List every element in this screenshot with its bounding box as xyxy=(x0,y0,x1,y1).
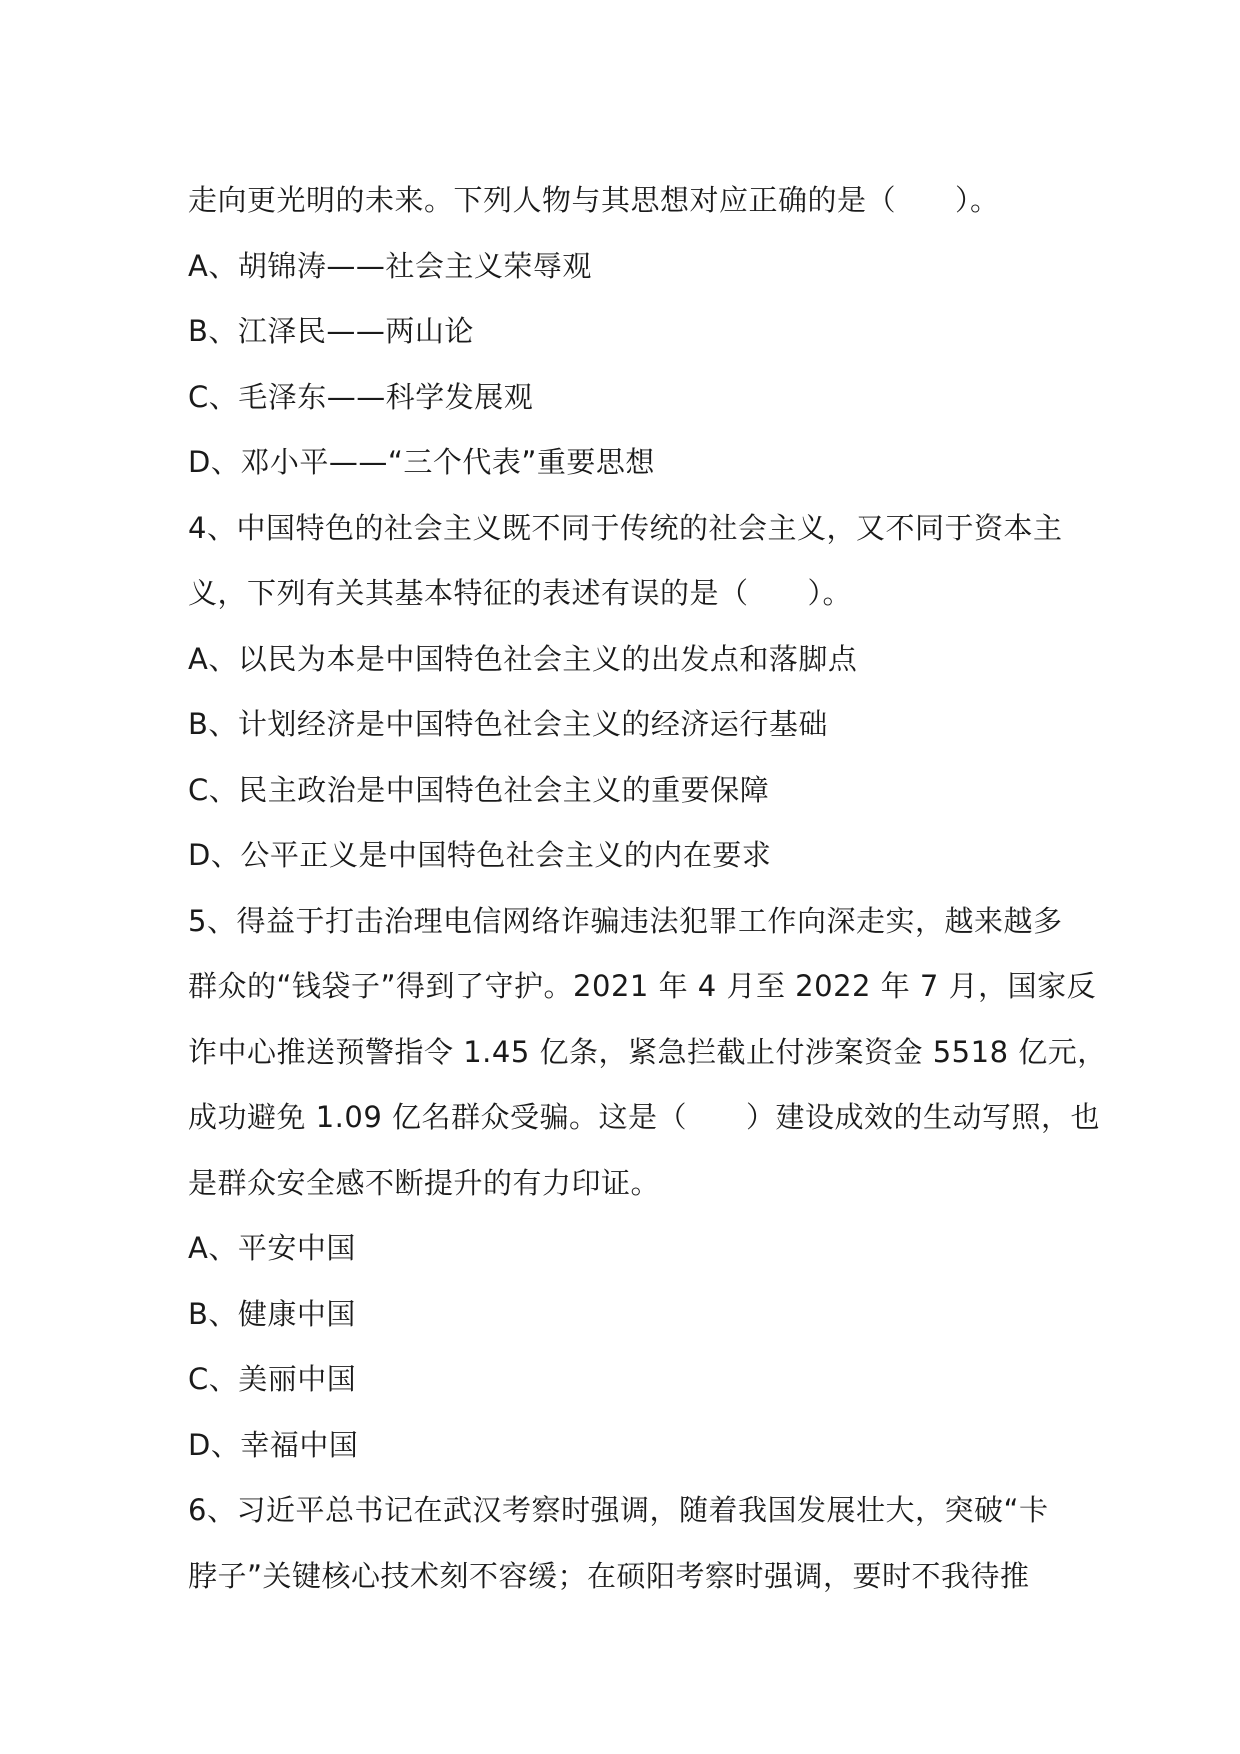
question-5-stem-line-2: 群众的“钱袋子”得到了守护。2021 年 4 月至 2022 年 7 月，国家反 xyxy=(188,969,1097,1003)
question-4-option-d: D、公平正义是中国特色社会主义的内在要求 xyxy=(188,838,772,872)
question-3-option-d: D、邓小平——“三个代表”重要思想 xyxy=(188,445,655,479)
question-5-option-b: B、健康中国 xyxy=(188,1296,356,1331)
question-5-stem-line-1: 5、得益于打击治理电信网络诈骗违法犯罪工作向深走实，越来越多 xyxy=(188,903,1063,938)
question-6-stem-line-1: 6、习近平总书记在武汉考察时强调，随着我国发展壮大，突破“卡 xyxy=(188,1493,1049,1527)
question-4-stem-line-2: 义，下列有关其基本特征的表述有误的是（ ）。 xyxy=(188,576,853,610)
question-3-option-b: B、江泽民——两山论 xyxy=(188,314,474,348)
question-5-stem-line-3: 诈中心推送预警指令 1.45 亿条，紧急拦截止付涉案资金 5518 亿元， xyxy=(188,1034,1107,1069)
question-3-stem-continuation: 走向更光明的未来。下列人物与其思想对应正确的是（ ）。 xyxy=(188,183,1000,217)
question-5-stem-line-5: 是群众安全感不断提升的有力印证。 xyxy=(188,1165,661,1200)
question-3-option-a: A、胡锦涛——社会主义荣辱观 xyxy=(188,248,592,283)
question-5-option-a: A、平安中国 xyxy=(188,1231,356,1265)
question-4-option-b: B、计划经济是中国特色社会主义的经济运行基础 xyxy=(188,707,828,741)
question-5-option-d: D、幸福中国 xyxy=(188,1427,359,1462)
question-5-stem-line-4: 成功避免 1.09 亿名群众受骗。这是（ ）建设成效的生动写照，也 xyxy=(188,1100,1101,1134)
question-4-option-a: A、以民为本是中国特色社会主义的出发点和落脚点 xyxy=(188,641,858,676)
question-5-option-c: C、美丽中国 xyxy=(188,1362,357,1396)
question-4-stem-line-1: 4、中国特色的社会主义既不同于传统的社会主义，又不同于资本主 xyxy=(188,510,1063,545)
document-body xyxy=(188,168,1107,1609)
question-4-option-c: C、民主政治是中国特色社会主义的重要保障 xyxy=(188,772,770,807)
question-6-stem-line-2: 脖子”关键核心技术刻不容缓；在硕阳考察时强调，要时不我待推 xyxy=(188,1558,1030,1593)
question-3-option-c: C、毛泽东——科学发展观 xyxy=(188,379,534,414)
